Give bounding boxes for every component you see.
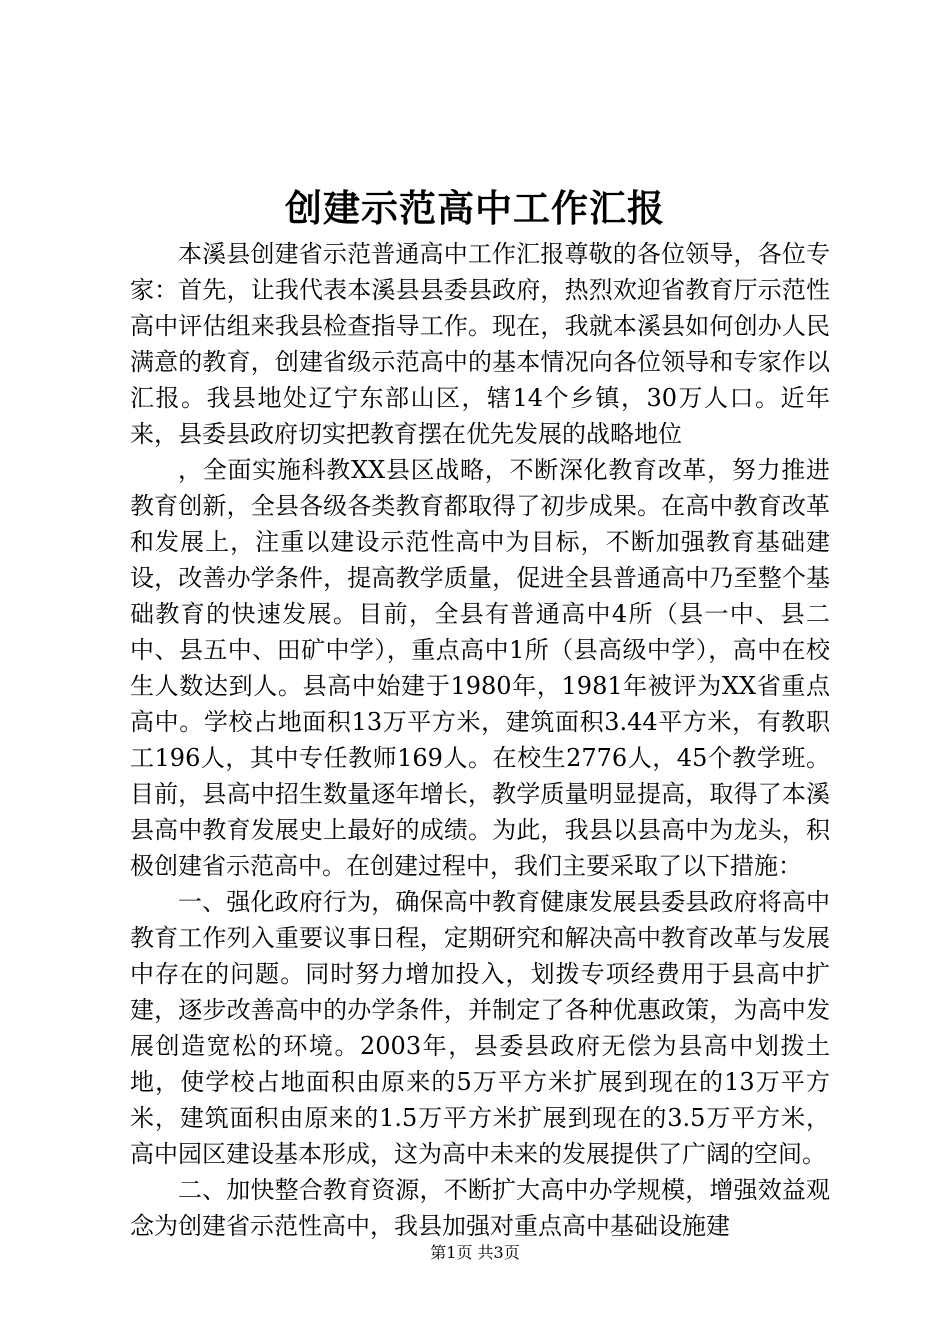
page-number-footer: 第1页 共3页	[430, 1243, 520, 1262]
document-title: 创建示范高中工作汇报	[285, 186, 665, 230]
paragraph-3: 一、强化政府行为，确保高中教育健康发展县委县政府将高中教育工作列入重要议事日程，定期研究和解决高中教育改革与发展中存在的问题。同时努力增加投入，划拨专项经费用于县高中扩建，逐步改善高中的办学条件，并制定了各种优惠政策，为高中发展创造宽松的环境。2003年，县委县政府无偿为县高中划拨土地，使学校占地面积由原来的5万平方米扩展到现在的13万平方米，建筑面积由原来的1.5万平方米扩展到现在的3.5万平方米，高中园区建设基本形成，这为高中未来的发展提供了广阔的空间。	[130, 888, 830, 1168]
paragraph-4: 二、加快整合教育资源，不断扩大高中办学规模，增强效益观念为创建省示范性高中，我县加强对重点高中基础设施建	[130, 1176, 830, 1240]
paragraph-1: 本溪县创建省示范普通高中工作汇报尊敬的各位领导，各位专家：首先，让我代表本溪县县委县政府，热烈欢迎省教育厅示范性高中评估组来我县检查指导工作。现在，我就本溪县如何创办人民满意的教育，创建省级示范高中的基本情况向各位领导和专家作以汇报。我县地处辽宁东部山区，辖14个乡镇，30万人口。近年来，县委县政府切实把教育摆在优先发展的战略地位	[130, 240, 830, 448]
paragraph-2: ，全面实施科教XX县区战略，不断深化教育改革，努力推进教育创新，全县各级各类教育都取得了初步成果。在高中教育改革和发展上，注重以建设示范性高中为目标，不断加强教育基础建设，改善办学条件，提高教学质量，促进全县普通高中乃至整个基础教育的快速发展。目前，全县有普通高中4所（县一中、县二中、县五中、田矿中学），重点高中1所（县高级中学），高中在校生人数达到人。县高中始建于1980年，1981年被评为XX省重点高中。学校占地面积13万平方米，建筑面积3.44平方米，有教职工196人，其中专任教师169人。在校生2776人，45个教学班。目前，县高中招生数量逐年增长，教学质量明显提高，取得了本溪县高中教育发展史上最好的成绩。为此，我县以县高中为龙头，积极创建省示范高中。在创建过程中，我们主要采取了以下措施：	[130, 456, 830, 880]
document-body	[130, 236, 830, 1244]
